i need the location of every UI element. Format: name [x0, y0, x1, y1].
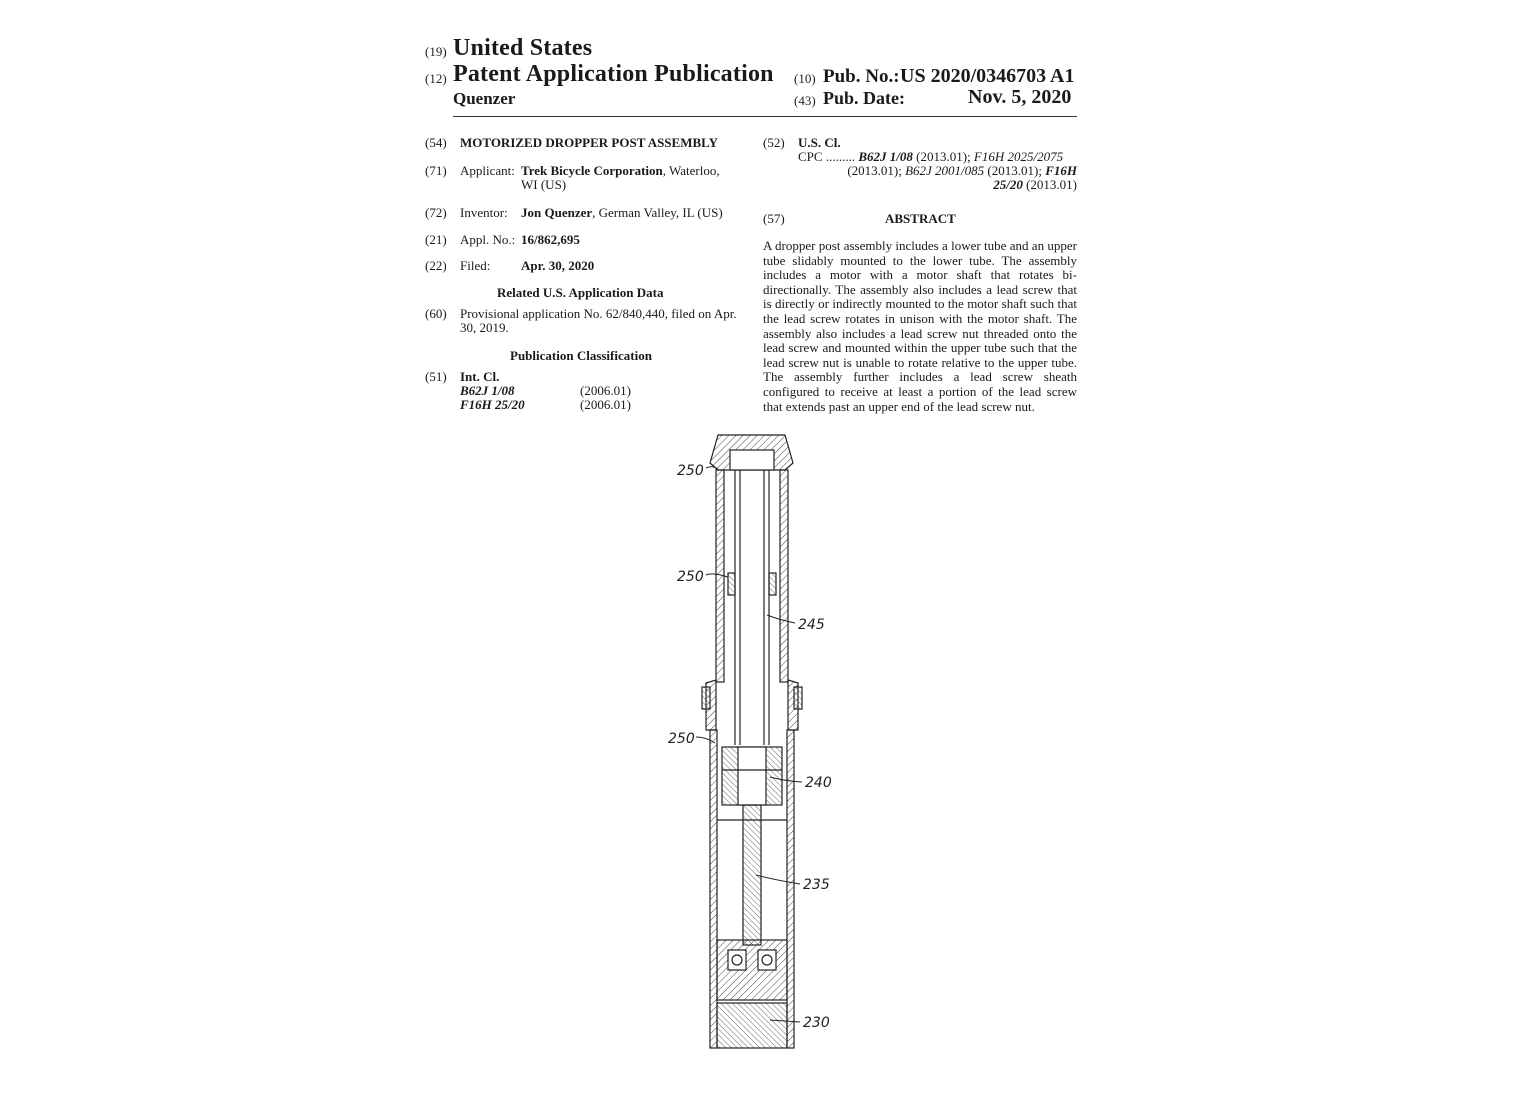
inventor-name: Jon Quenzer — [521, 205, 593, 220]
inid-19: (19) — [425, 44, 447, 59]
country-name: United States — [453, 35, 593, 61]
inid-71: (71) — [425, 163, 447, 178]
abstract-text: A dropper post assembly includes a lower tube and an upper tube slidably mounted to the lower tube. The assembly includes a motor with a motor shaft that rotates bi-directionally. The assembly also includes a lead screw that is directly or indirectly mounted to the motor shaft such that the lead screw rotates in unison with the motor shaft. The assembly also includes a lead screw nut threaded onto the lead screw and mounted within the upper tube such that the lead screw nut is unable to rotate relative to the upper tube. The assembly further includes a lead screw sheath configured to receive at least a portion of the lead screw that extends past an upper end of the lead screw nut. — [763, 238, 1077, 414]
us-cl-label: U.S. Cl. — [798, 135, 841, 150]
applicant-location: , Waterloo, — [662, 163, 720, 178]
inid-10: (10) — [794, 71, 816, 86]
inid-72: (72) — [425, 205, 447, 220]
ref-label: 235 — [803, 877, 830, 893]
inventor-surname: Quenzer — [453, 89, 516, 108]
patent-drawing — [640, 425, 880, 1050]
cpc-code: 25/20 — [993, 177, 1023, 192]
cpc-date: (2013.01); — [912, 149, 974, 164]
inid-60: (60) — [425, 306, 447, 321]
int-cl-code: B62J 1/08 — [460, 383, 515, 398]
cpc-date: (2013.01); — [847, 163, 906, 178]
cpc-label: CPC ......... — [798, 149, 856, 164]
inid-12: (12) — [425, 71, 447, 86]
abstract-heading: ABSTRACT — [885, 211, 956, 226]
int-cl-code: F16H 25/20 — [460, 397, 525, 412]
inid-57: (57) — [763, 211, 785, 226]
pub-no-label: Pub. No.: — [823, 66, 900, 87]
publication-type: Patent Application Publication — [453, 61, 774, 87]
provisional-line-2: 30, 2019. — [460, 320, 509, 335]
int-cl-label: Int. Cl. — [460, 369, 500, 384]
ref-label: 245 — [798, 617, 825, 633]
ref-label: 230 — [803, 1015, 830, 1031]
cpc-line-3 — [993, 178, 1077, 193]
ref-label: 240 — [805, 775, 832, 791]
inid-21: (21) — [425, 232, 447, 247]
provisional-line-1: Provisional application No. 62/840,440, filed on Apr. — [460, 306, 737, 321]
inid-52: (52) — [763, 135, 785, 150]
inid-54: (54) — [425, 135, 447, 150]
filed-date: Apr. 30, 2020 — [521, 258, 595, 273]
classification-heading: Publication Classification — [510, 348, 652, 363]
appl-no: 16/862,695 — [521, 232, 580, 247]
cpc-code: F16H 2025/2075 — [973, 149, 1064, 164]
int-cl-date: (2006.01) — [580, 383, 631, 398]
ref-label: 250 — [677, 569, 704, 585]
inid-51: (51) — [425, 369, 447, 384]
cpc-date: (2013.01); — [984, 163, 1046, 178]
applicant-label: Applicant: — [460, 163, 515, 178]
header-rule — [453, 116, 1077, 117]
cpc-code: B62J 2001/085 — [905, 163, 985, 178]
pub-number: US 2020/0346703 A1 — [900, 65, 1075, 87]
pub-date: Nov. 5, 2020 — [968, 86, 1072, 108]
filed-label: Filed: — [460, 258, 491, 273]
appl-no-label: Appl. No.: — [460, 232, 516, 247]
ref-label: 250 — [668, 731, 695, 747]
pub-date-label: Pub. Date: — [823, 88, 905, 108]
cpc-code: B62J 1/08 — [858, 149, 913, 164]
int-cl-date: (2006.01) — [580, 397, 631, 412]
applicant-name: Trek Bicycle Corporation — [521, 163, 663, 178]
inventor-location: , German Valley, IL (US) — [592, 205, 723, 220]
inid-22: (22) — [425, 258, 447, 273]
inventor-label: Inventor: — [460, 205, 508, 220]
cpc-date: (2013.01) — [1022, 177, 1077, 192]
ref-label: 250 — [677, 463, 704, 479]
inventor-line — [521, 206, 723, 221]
related-data-heading: Related U.S. Application Data — [497, 285, 664, 300]
invention-title: MOTORIZED DROPPER POST ASSEMBLY — [460, 135, 719, 150]
inid-43: (43) — [794, 93, 816, 108]
cpc-code: F16H — [1045, 163, 1077, 178]
applicant-location-2: WI (US) — [521, 177, 567, 192]
